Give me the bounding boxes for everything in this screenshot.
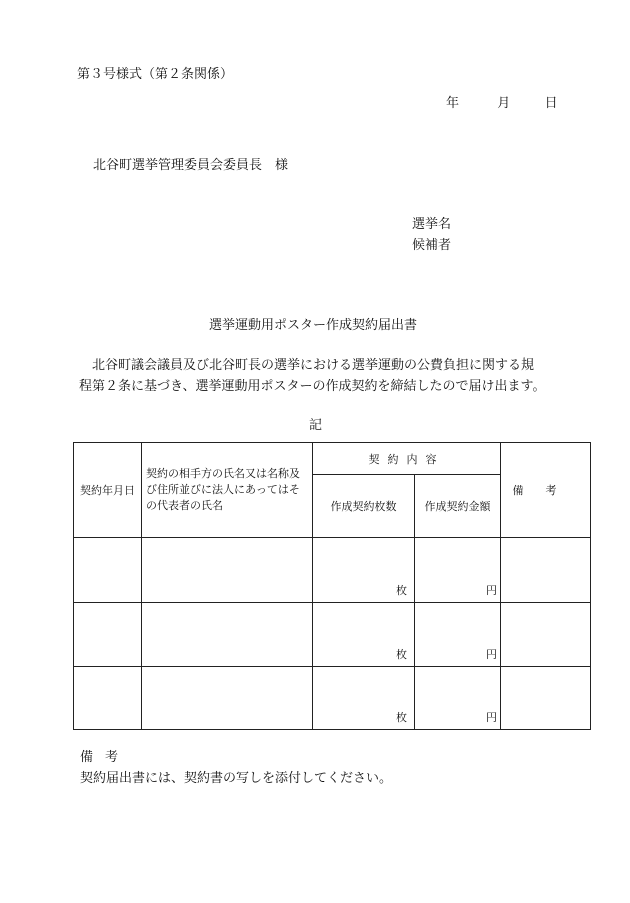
- header-sheet-count: 作成契約枚数: [313, 475, 415, 538]
- document-title: 選挙運動用ポスター作成契約届出書: [209, 318, 418, 333]
- cell-amount: 円: [415, 538, 501, 602]
- cell-contract-date: [74, 538, 142, 602]
- cell-sheet-count: 枚: [313, 538, 415, 602]
- cell-contract-date: [74, 666, 142, 729]
- contract-table: [73, 442, 591, 730]
- cell-amount: 円: [415, 666, 501, 729]
- date-year-label: 年: [446, 96, 460, 111]
- date-month-label: 月: [497, 96, 511, 111]
- remarks-heading: [80, 750, 130, 766]
- cell-party: [142, 666, 313, 729]
- remarks-heading-label: 備考: [80, 750, 131, 765]
- cell-remarks: [501, 666, 591, 729]
- header-party: 契約の相手方の氏名又は名称及び住所並びに法人にあってはその代表者の氏名: [142, 443, 313, 538]
- header-amount: 作成契約金額: [415, 475, 501, 538]
- cell-amount: 円: [415, 602, 501, 666]
- remarks-text: 契約届出書には、契約書の写しを添付してください。: [80, 771, 393, 786]
- form-number: 第３号様式（第２条関係）: [77, 67, 234, 82]
- header-remarks-label: 備考: [512, 484, 579, 498]
- election-name-label: 選挙名: [412, 217, 452, 232]
- header-contract-content: 契約内容: [313, 443, 501, 475]
- header-contract-date: 契約年月日: [74, 443, 142, 538]
- table-row: [74, 538, 591, 602]
- cell-sheet-count: 枚: [313, 602, 415, 666]
- recipient: 北谷町選挙管理委員会委員長 様: [93, 158, 289, 173]
- body-line-1: 北谷町議会議員及び北谷町長の選挙における選挙運動の公費負担に関する規: [92, 358, 535, 373]
- cell-sheet-count: 枚: [313, 666, 415, 729]
- cell-remarks: [501, 538, 591, 602]
- cell-party: [142, 538, 313, 602]
- table-row: [74, 666, 591, 729]
- date-line: [446, 96, 558, 112]
- header-remarks: [501, 443, 591, 538]
- candidate-label: 候補者: [412, 238, 452, 253]
- body-text: [79, 355, 579, 397]
- table-header-row: [74, 443, 591, 475]
- date-day-label: 日: [544, 96, 558, 111]
- ki-marker: 記: [309, 418, 323, 433]
- cell-party: [142, 602, 313, 666]
- cell-remarks: [501, 602, 591, 666]
- table-row: [74, 602, 591, 666]
- cell-contract-date: [74, 602, 142, 666]
- body-line-2: 程第２条に基づき、選挙運動用ポスターの作成契約を締結したので届け出ます。: [79, 379, 546, 394]
